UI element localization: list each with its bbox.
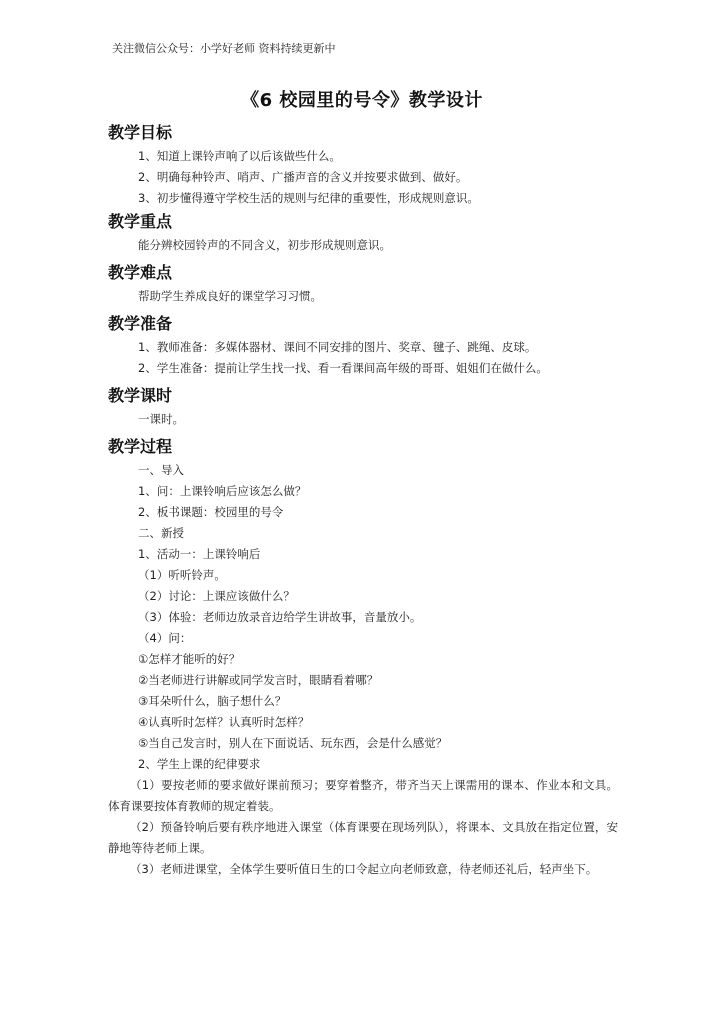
- process-paragraph: （3）老师进课堂，全体学生要听值日生的口令起立向老师致意，待老师还礼后，轻声坐下。: [130, 862, 598, 876]
- document-body: [108, 120, 618, 880]
- process-item: （4）问：: [138, 631, 192, 645]
- hours-item: 一课时。: [138, 412, 184, 426]
- process-item: 1、问：上课铃响后应该怎么做？: [138, 484, 307, 498]
- process-item: ④认真听时怎样？认真听时怎样？: [138, 715, 310, 729]
- section-heading-preparation: 教学准备: [108, 314, 173, 333]
- section-heading-objectives: 教学目标: [108, 123, 173, 142]
- preparation-item: 1、教师准备：多媒体器材、课间不同安排的图片、奖章、毽子、跳绳、皮球。: [138, 340, 537, 354]
- process-item: 2、板书课题：校园里的号令: [138, 505, 284, 519]
- section-heading-difficulties: 教学难点: [108, 263, 173, 282]
- process-item: （2）讨论：上课应该做什么？: [138, 589, 295, 603]
- preparation-item: 2、学生准备：提前让学生找一找、看一看课间高年级的哥哥、姐姐们在做什么。: [138, 361, 548, 375]
- process-paragraph: （1）要按老师的要求做好课前预习；要穿着整齐，带齐当天上课需用的课本、作业本和文具。体育课要按体育教师的规定着装。: [108, 778, 618, 813]
- process-item: 二、新授: [138, 526, 184, 540]
- process-item: （3）体验：老师边放录音边给学生讲故事，音量放小。: [138, 610, 422, 624]
- header-note: 关注微信公众号：小学好老师 资料持续更新中: [112, 42, 336, 55]
- process-item: ②当老师进行讲解或同学发言时，眼睛看着哪？: [138, 673, 379, 687]
- process-item: 1、活动一：上课铃响后: [138, 547, 261, 561]
- objective-item: 2、明确每种铃声、哨声、广播声音的含义并按要求做到、做好。: [138, 170, 468, 184]
- process-paragraph: （2）预备铃响后要有秩序地进入课堂（体育课要在现场列队），将课本、文具放在指定位置，安静地等待老师上课。: [108, 820, 618, 855]
- process-item: 一、导入: [138, 463, 184, 477]
- process-item: ⑤当自己发言时，别人在下面说话、玩东西，会是什么感觉？: [138, 736, 448, 750]
- section-heading-key-points: 教学重点: [108, 212, 173, 231]
- key-point-item: 能分辨校园铃声的不同含义，初步形成规则意识。: [138, 238, 391, 252]
- process-item: 2、学生上课的纪律要求: [138, 757, 261, 771]
- process-item: ③耳朵听什么，脑子想什么？: [138, 694, 287, 708]
- section-heading-process: 教学过程: [108, 437, 173, 456]
- document-title: 《6 校园里的号令》教学设计: [241, 90, 483, 111]
- difficulty-item: 帮助学生养成良好的课堂学习习惯。: [138, 289, 322, 303]
- process-item: ①怎样才能听的好？: [138, 652, 241, 666]
- section-heading-hours: 教学课时: [108, 386, 173, 405]
- objective-item: 1、知道上课铃声响了以后该做些什么。: [138, 149, 341, 163]
- objective-item: 3、初步懂得遵守学校生活的规则与纪律的重要性，形成规则意识。: [138, 191, 479, 205]
- process-item: （1）听听铃声。: [138, 568, 226, 582]
